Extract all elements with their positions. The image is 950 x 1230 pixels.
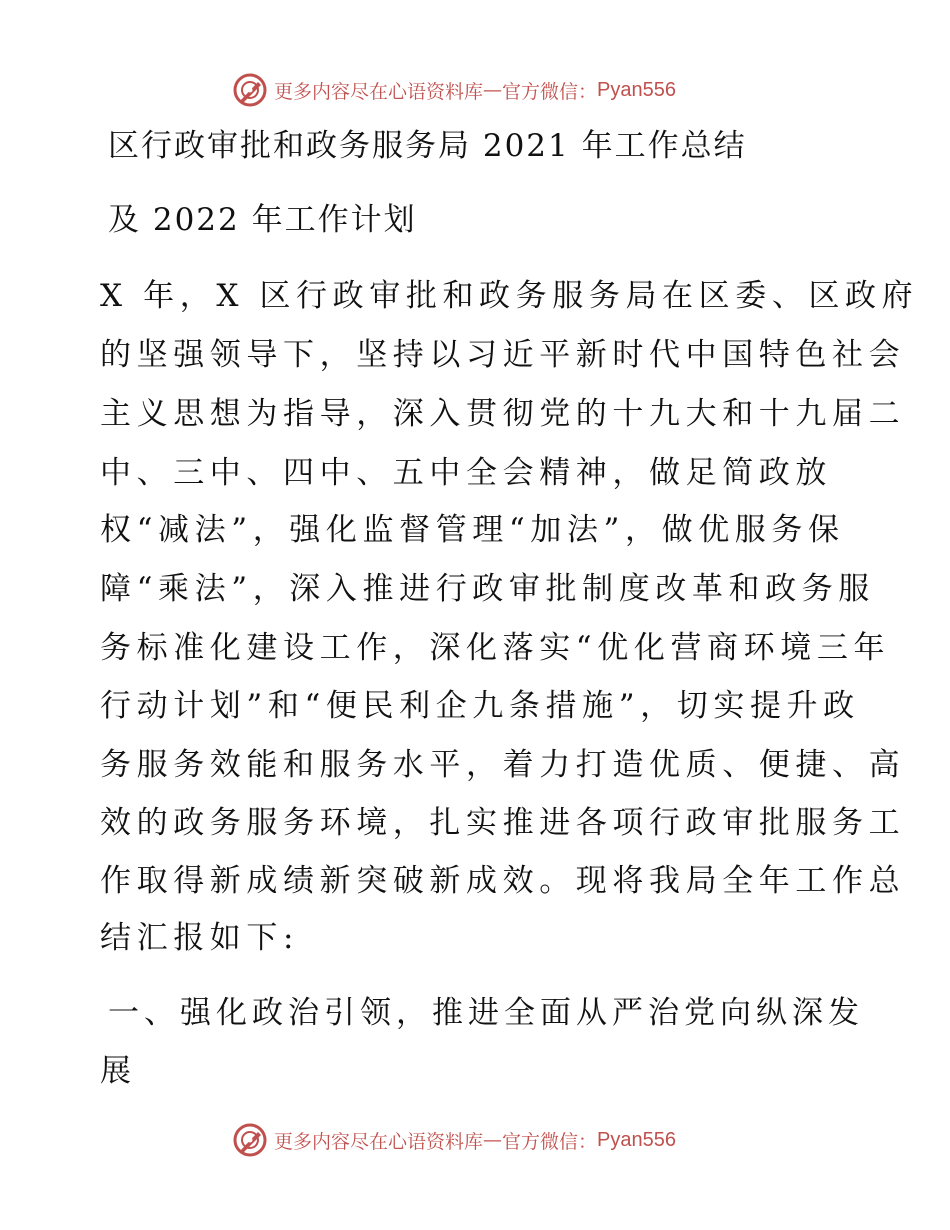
body-line-1: X 年，X 区行政审批和政务服务局在区委、区政府 xyxy=(100,278,919,314)
watermark-separator: — xyxy=(483,79,503,101)
body-line-8: 行动计划”和“便民利企九条措施”，切实提升政 xyxy=(100,688,860,724)
body-line-11: 作取得新成绩新突破新成效。现将我局全年工作总 xyxy=(100,863,906,899)
body-line-2: 的坚强领导下，坚持以习近平新时代中国特色社会 xyxy=(100,337,906,373)
body-line-6: 障“乘法”，深入推进行政审批制度改革和政务服 xyxy=(100,571,875,607)
body-line-5: 权“减法”，强化监督管理“加法”，做优服务保 xyxy=(100,512,845,548)
watermark-wechat-label: 官方微信： xyxy=(502,80,598,103)
watermark-text: 更多内容尽在心语资料库 xyxy=(274,1130,484,1153)
watermark-text: 更多内容尽在心语资料库 xyxy=(274,80,484,103)
body-line-9: 务服务效能和服务水平，着力打造优质、便捷、高 xyxy=(100,747,906,783)
watermark-wechat-id: Pyan556 xyxy=(597,1128,676,1151)
body-line-10: 效的政务服务环境，扎实推进各项行政审批服务工 xyxy=(100,805,906,841)
title-line-2: 及 2022 年工作计划 xyxy=(108,202,417,238)
watermark-banner-bottom xyxy=(232,1120,752,1160)
body-line-4: 中、三中、四中、五中全会精神，做足简政放 xyxy=(100,455,832,491)
watermark-banner-top xyxy=(232,70,752,110)
body-line-7: 务标准化建设工作，深化落实“优化营商环境三年 xyxy=(100,630,891,666)
heading-line-2: 展 xyxy=(100,1053,137,1089)
body-line-3: 主义思想为指导，深入贯彻党的十九大和十九届二 xyxy=(100,396,906,432)
watermark-separator: — xyxy=(483,1129,503,1151)
body-line-12: 结汇报如下: xyxy=(100,920,300,956)
title-line-1: 区行政审批和政务服务局 2021 年工作总结 xyxy=(108,128,747,164)
watermark-wechat-id: Pyan556 xyxy=(597,78,676,101)
heading-line-1: 一、强化政治引领，推进全面从严治党向纵深发 xyxy=(108,995,864,1031)
watermark-wechat-label: 官方微信： xyxy=(502,1130,598,1153)
brand-logo-icon xyxy=(232,72,268,108)
brand-logo-icon xyxy=(232,1122,268,1158)
